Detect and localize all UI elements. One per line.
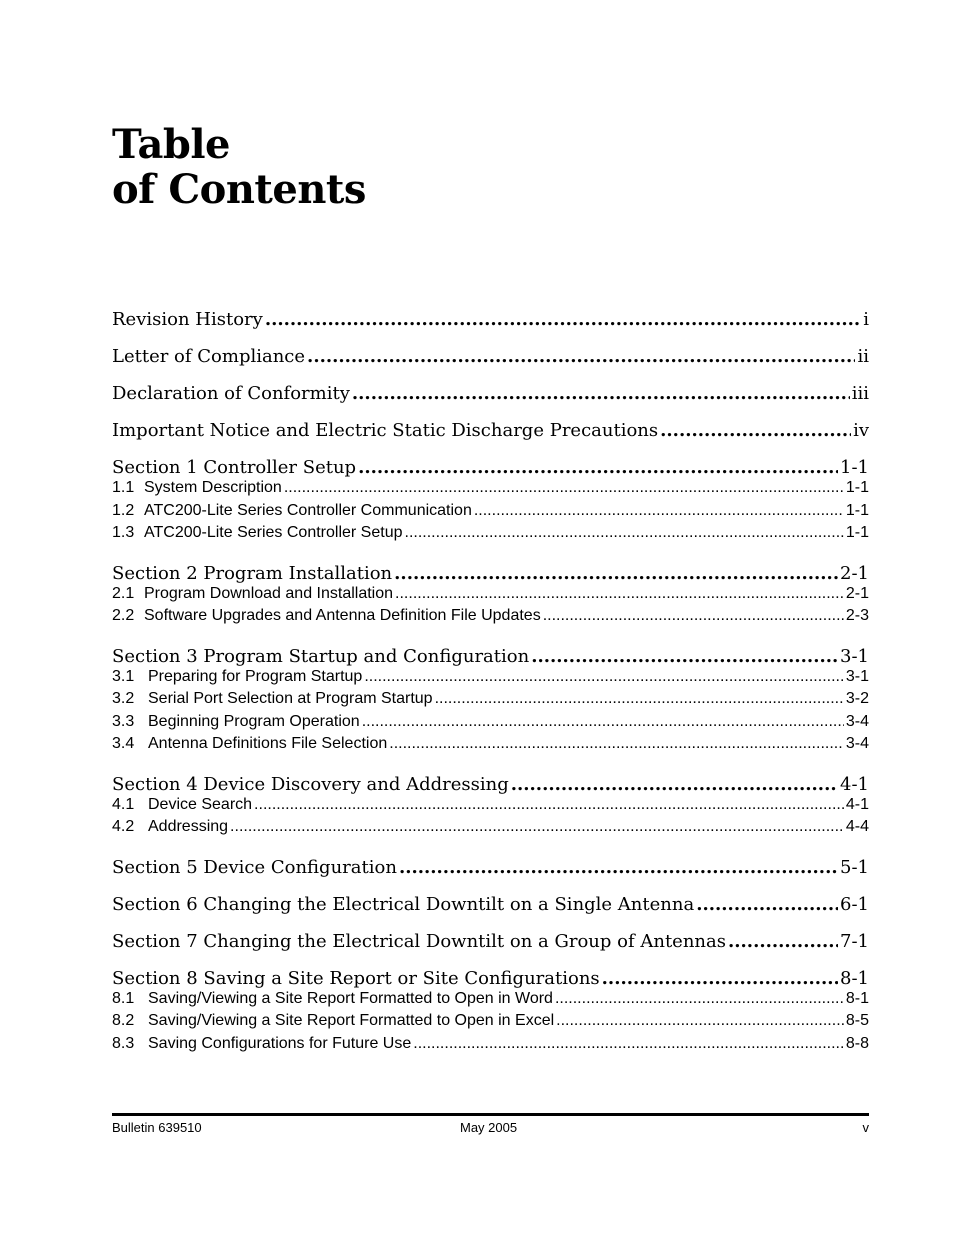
subentry-number: 8.1 (112, 989, 135, 1007)
section-label: Section 5 Device Configuration (112, 856, 397, 878)
footer-bulletin: Bulletin 639510 (112, 1120, 202, 1135)
subentry-page: 2-3 (845, 607, 869, 624)
toc-entry-page: iv (853, 420, 869, 441)
toc-section-2[interactable] (112, 559, 869, 583)
subentry-page: 1-1 (845, 501, 869, 519)
section-page: 1-1 (840, 457, 869, 478)
toc-entry-label: Important Notice and Electric Static Discharge Precautions (112, 420, 659, 441)
footer-page-number: v (862, 1120, 869, 1135)
subentry-number: 8.3 (112, 1034, 135, 1052)
subentry-page: 2-1 (845, 584, 869, 602)
page-footer (112, 1120, 869, 1140)
toc-subentry[interactable] (112, 1010, 869, 1033)
title-line-1: Table (112, 121, 230, 168)
subentry-label: Saving/Viewing a Site Report Formatted to Open in Word (148, 989, 553, 1007)
subentry-number: 2.1 (112, 584, 135, 602)
subentry-label: Antenna Definitions File Selection (148, 735, 388, 752)
subentry-number: 2.2 (112, 607, 135, 624)
subentry-label: Beginning Program Operation (148, 712, 360, 730)
section-page: 7-1 (840, 930, 869, 952)
subentry-page: 8-1 (845, 989, 869, 1007)
subentry-page: 8-5 (845, 1012, 869, 1029)
subentry-page: 1-1 (845, 479, 869, 496)
subentry-number: 3.2 (112, 690, 135, 707)
toc-subentry[interactable] (112, 988, 869, 1011)
section-label: Section 6 Changing the Electrical Downtilt on a Single Antenna (112, 893, 695, 915)
toc-entry[interactable] (112, 416, 869, 453)
subentry-number: 4.2 (112, 818, 135, 835)
footer-divider (112, 1113, 869, 1116)
dot-leader (395, 583, 844, 605)
toc-section-3[interactable] (112, 642, 869, 666)
toc-subentry[interactable] (112, 688, 869, 711)
subentry-number: 8.2 (112, 1012, 135, 1029)
toc-entry-label: Revision History (112, 309, 263, 330)
dot-leader (413, 1033, 844, 1055)
subentry-number: 1.1 (112, 479, 135, 496)
toc-subentry[interactable] (112, 733, 869, 756)
section-label: Section 7 Changing the Electrical Downtilt on a Group of Antennas (112, 930, 726, 952)
dot-leader (555, 988, 844, 1010)
toc-entry-page: i (863, 309, 869, 330)
subentry-label: Program Download and Installation (144, 584, 394, 602)
subentry-label: Preparing for Program Startup (148, 667, 363, 685)
subentry-page: 8-8 (845, 1034, 869, 1052)
toc-section-1[interactable] (112, 453, 869, 477)
subentry-label: Addressing (148, 818, 229, 835)
subentry-label: ATC200-Lite Series Controller Communication (144, 501, 472, 519)
dot-leader (474, 500, 844, 522)
toc-entry-label: Declaration of Conformity (112, 383, 350, 404)
subentry-label: Saving/Viewing a Site Report Formatted to Open in Excel (148, 1012, 555, 1029)
section-label: Section 3 Program Startup and Configuration (112, 645, 530, 667)
toc-subentry[interactable] (112, 816, 869, 839)
dot-leader (660, 416, 851, 446)
subentry-number: 4.1 (112, 795, 135, 813)
dot-leader (389, 733, 844, 755)
subentry-page: 3-4 (845, 712, 869, 730)
toc-section-8[interactable] (112, 964, 869, 988)
subentry-page: 3-1 (845, 667, 869, 685)
dot-leader (364, 666, 844, 688)
dot-leader (728, 927, 838, 957)
toc-subentry[interactable] (112, 477, 869, 500)
toc-entry-page: iii (851, 383, 869, 404)
subentry-page: 3-4 (845, 735, 869, 752)
subentry-page: 4-4 (845, 818, 869, 835)
section-page: 4-1 (840, 773, 869, 795)
page-title (112, 122, 366, 212)
subentry-label: Device Search (148, 795, 253, 813)
dot-leader (399, 853, 838, 883)
toc-subentry[interactable] (112, 605, 869, 628)
toc-subentry[interactable] (112, 1033, 869, 1056)
dot-leader (230, 816, 844, 838)
section-page: 2-1 (840, 562, 869, 584)
subentry-number: 3.1 (112, 667, 135, 685)
subentry-label: Serial Port Selection at Program Startup (148, 690, 433, 707)
toc-subentry[interactable] (112, 583, 869, 606)
toc-subentry[interactable] (112, 522, 869, 545)
dot-leader (284, 477, 844, 499)
toc-subentry[interactable] (112, 666, 869, 689)
section-label: Section 8 Saving a Site Report or Site Configurations (112, 967, 600, 989)
toc-section-6[interactable] (112, 890, 869, 927)
dot-leader (362, 711, 844, 733)
table-of-contents (112, 305, 869, 1055)
section-page: 6-1 (840, 893, 869, 915)
toc-entry[interactable] (112, 342, 869, 379)
section-page: 5-1 (840, 856, 869, 878)
dot-leader (435, 688, 844, 710)
section-page: 8-1 (840, 967, 869, 989)
toc-section-7[interactable] (112, 927, 869, 964)
dot-leader (352, 379, 850, 409)
dot-leader (265, 305, 861, 335)
subentry-page: 1-1 (845, 524, 869, 541)
toc-subentry[interactable] (112, 794, 869, 817)
subentry-page: 4-1 (845, 795, 869, 813)
subentry-number: 3.4 (112, 735, 135, 752)
section-page: 3-1 (840, 645, 869, 667)
dot-leader (405, 522, 844, 544)
subentry-number: 1.2 (112, 501, 135, 519)
subentry-label: ATC200-Lite Series Controller Setup (144, 524, 403, 541)
section-label: Section 1 Controller Setup (112, 457, 357, 478)
footer-date: May 2005 (460, 1120, 518, 1135)
subentry-page: 3-2 (845, 690, 869, 707)
toc-entry-page: ii (857, 346, 869, 367)
dot-leader (556, 1010, 844, 1032)
dot-leader (696, 890, 838, 920)
subentry-label: Saving Configurations for Future Use (148, 1034, 412, 1052)
toc-subentry[interactable] (112, 711, 869, 734)
section-label: Section 2 Program Installation (112, 562, 393, 584)
dot-leader (307, 342, 855, 372)
subentry-number: 3.3 (112, 712, 135, 730)
toc-section-5[interactable] (112, 853, 869, 890)
toc-section-4[interactable] (112, 770, 869, 794)
toc-subentry[interactable] (112, 500, 869, 523)
toc-entry[interactable] (112, 379, 869, 416)
toc-entry-label: Letter of Compliance (112, 346, 306, 367)
subentry-label: System Description (144, 479, 282, 496)
subentry-number: 1.3 (112, 524, 135, 541)
subentry-label: Software Upgrades and Antenna Definition File Updates (144, 607, 541, 624)
dot-leader (543, 605, 844, 627)
title-line-2: of Contents (112, 166, 366, 213)
toc-entry[interactable] (112, 305, 869, 342)
dot-leader (254, 794, 844, 816)
section-label: Section 4 Device Discovery and Addressing (112, 773, 509, 795)
